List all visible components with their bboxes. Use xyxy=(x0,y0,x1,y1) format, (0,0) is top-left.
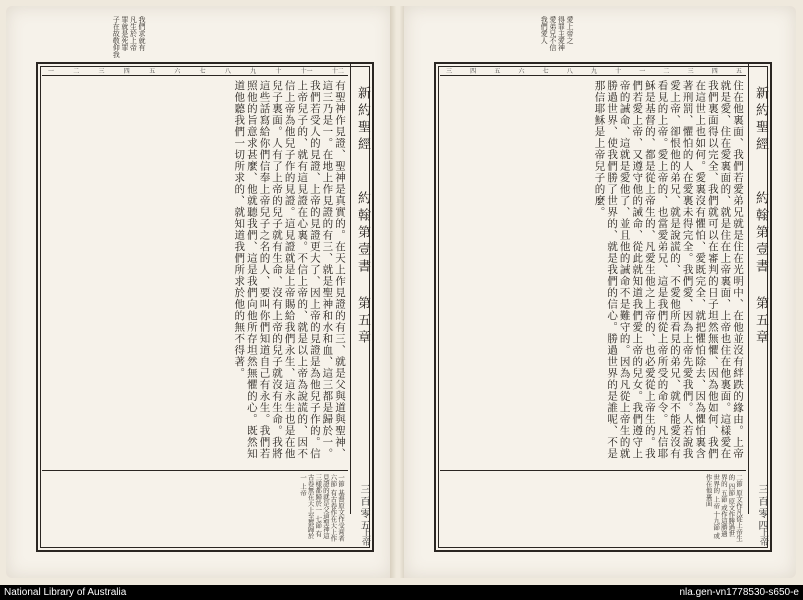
verse-number: 七 xyxy=(199,68,206,75)
page-number: 三百零四 xyxy=(756,484,767,532)
margin-note: 我們求就有 xyxy=(138,16,146,51)
volume-mark: 上帝 xyxy=(758,528,768,546)
item-identifier: nla.gen-vn1778530-s650-e xyxy=(679,587,799,598)
verse-number: 八 xyxy=(566,68,573,75)
right-footnotes: 二節 原文作凡從上帝生的 四節 原文作勝過世界的 五節 或作這勝過世界的 上帝 十九節 或作在他裏面 xyxy=(704,474,743,542)
verse-number: 五 xyxy=(149,68,156,75)
verse-number: 十 xyxy=(615,68,622,75)
verse-number: 四 xyxy=(470,68,477,75)
verse-rule xyxy=(42,75,348,76)
header-rule xyxy=(350,64,351,514)
chapter-title: 第五章 xyxy=(355,296,370,347)
margin-note: 子在故敬仰我 xyxy=(112,16,121,58)
margin-note: 愛弟兄不信 xyxy=(548,16,557,51)
verse-numbers xyxy=(446,66,742,74)
margin-note: 愛上帝之 xyxy=(566,16,574,44)
notes-rule xyxy=(440,470,746,471)
book-title: 新約聖經 xyxy=(355,86,370,154)
right-page xyxy=(404,6,796,578)
verse-number: 十 xyxy=(275,68,282,75)
library-credit: National Library of Australia xyxy=(4,587,127,598)
verse-number: 四 xyxy=(711,68,718,75)
verse-number: 九 xyxy=(250,68,257,75)
verse-number: 五 xyxy=(494,68,501,75)
verse-numbers xyxy=(48,66,344,74)
left-body-text: 有聖神作見證、聖神是真實的。在天上作見證的有三、就是父與道與聖神、這三乃是一。在地上作見證的有三、就是聖神和水和血、這三都是歸於一。我們若受人的見證、上帝的見證更大了、因上帝的見證是為他兒子作的。信上帝兒子的、就有這見證在心裏。不信上帝的、就是以上帝為說謊的、因不信上帝為他兒子作的見證。這見證就是上帝賜給我們永生、這永生也是在他兒子裏面。人有了上帝的兒子就有生命、沒有上帝的兒子就沒有生命。我將這些話寫給你們信奉上帝兒子之名的人、要叫你們知道自己有永生。我們若照他的旨意求甚麼、他就聽我們、這是我們向他所存坦然無懼的心。既然知道他聽我們一切所求的、就知道我們所求於他的無不得著。 xyxy=(233,80,346,460)
page-number: 三百零五 xyxy=(358,484,369,532)
verse-number: 四 xyxy=(123,68,130,75)
left-margin-notes xyxy=(46,16,146,58)
credit-bar xyxy=(0,585,803,600)
volume-mark: 上帝 xyxy=(360,528,370,546)
verse-number: 三 xyxy=(98,68,105,75)
verse-number: 一 xyxy=(48,68,55,75)
verse-number: 二 xyxy=(73,68,80,75)
verse-number: 二 xyxy=(663,68,670,75)
book-name: 約翰第壹書 xyxy=(753,191,768,276)
margin-note: 罪就是死罪 xyxy=(120,16,129,51)
chapter-title: 第五章 xyxy=(753,296,768,347)
right-margin-notes xyxy=(464,16,574,58)
verse-number: 六 xyxy=(518,68,525,75)
margin-note: 凡生於上帝 xyxy=(129,16,138,51)
verse-number: 三 xyxy=(687,68,694,75)
verse-number: 七 xyxy=(542,68,549,75)
verse-number: 三 xyxy=(446,68,453,75)
verse-number: 六 xyxy=(174,68,181,75)
left-footnotes: 一節 基督原文作受膏者 六節 有古卷作在天上作見證的就是父道聖神這三樣都歸於一 七節 有古卷無在天上至都歸於一 上帝 xyxy=(299,474,345,542)
verse-number: 五 xyxy=(735,68,742,75)
notes-rule xyxy=(42,470,348,471)
verse-rule xyxy=(440,75,746,76)
verse-number: 九 xyxy=(590,68,597,75)
right-body-text: 住在他裏面、我們若愛弟兄就是住在光明中、在他並沒有絆跌的緣由。上帝就是愛、住在愛裏面的、就是住在上帝裏面、上帝也住在他裏面。這樣愛在我們裏面得以完全、我們就可以在審判的日子坦然無懼、因為他如何、我們在這世上也如何。愛裏沒有懼怕、愛既完全、就把懼怕除去、因為懼怕裏含著刑罰、懼怕的人在愛裏未得完全。我們愛、因為上帝先愛我們。人若說我愛上帝、卻恨他的弟兄、就是說謊的、不愛他所看見的弟兄、就不能愛沒有看見的上帝。愛上帝的、也當愛弟兄、這是我們從上帝所受的命令。凡信耶穌是基督的、都是從上帝生的、凡愛生他之上帝的、也必愛從上帝生的。我們若愛上帝、又遵守他的誡命、從此就知道我們愛上帝的兒女。我們遵守上帝的誡命、這就是愛他了、並且他的誡命不是難守的。因為凡從上帝生的就勝過世界、使我們勝了世界的、就是我們的信心。勝過世界的是誰呢、不是那信耶穌是上帝兒子的麼。 xyxy=(593,80,744,460)
left-page xyxy=(6,6,392,578)
verse-number: 十一 xyxy=(300,68,313,75)
margin-note: 得罪主愛神 xyxy=(557,16,566,51)
header-rule xyxy=(748,64,749,514)
verse-number: 八 xyxy=(224,68,231,75)
margin-note: 我們愛人 xyxy=(540,16,549,44)
verse-number: 一 xyxy=(639,68,646,75)
verse-number: 十二 xyxy=(331,68,344,75)
book-name: 約翰第壹書 xyxy=(355,191,370,276)
book-title: 新約聖經 xyxy=(753,86,768,154)
